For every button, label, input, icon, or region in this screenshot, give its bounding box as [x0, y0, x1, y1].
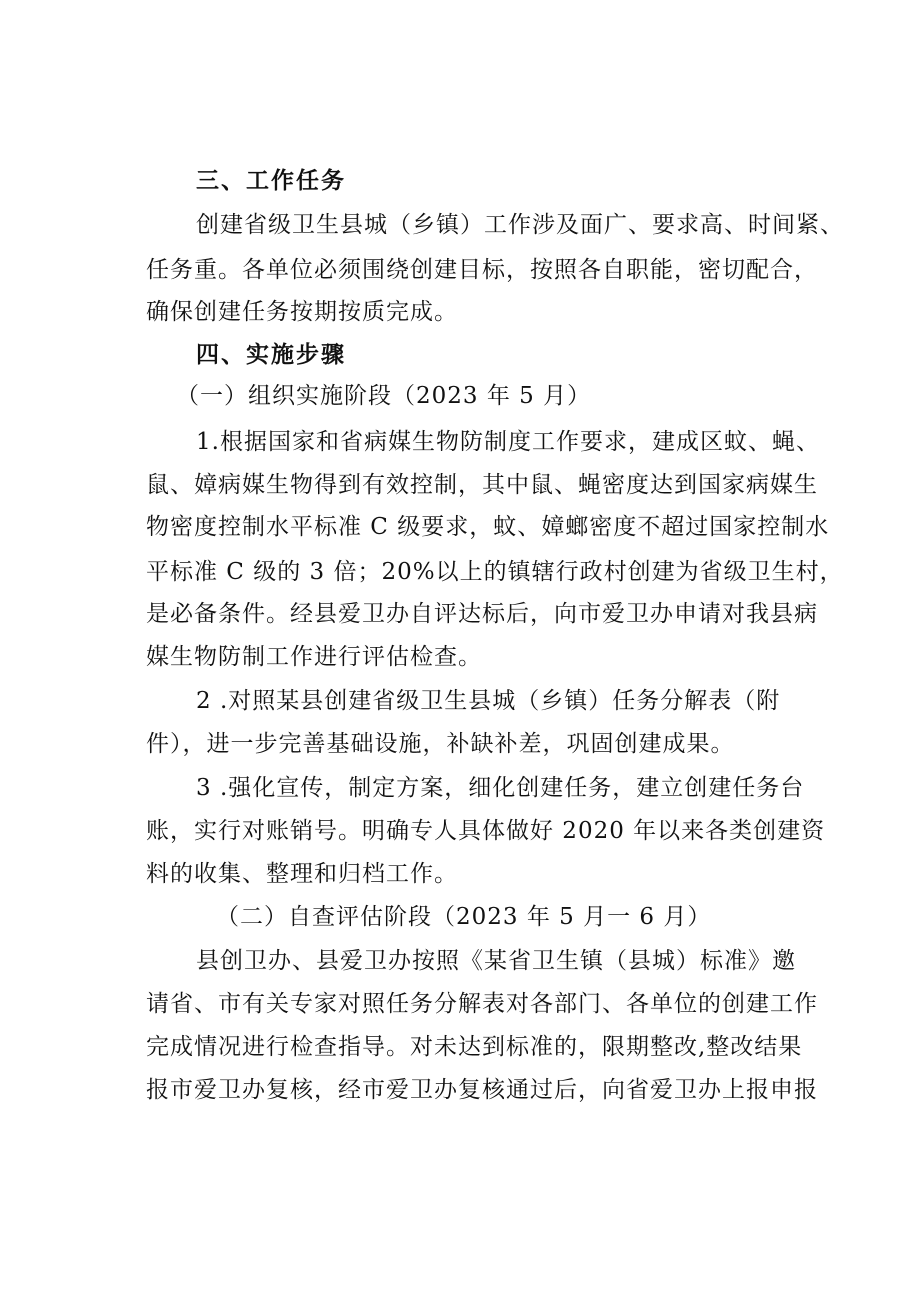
- paragraph-line: 鼠、嫜病媒生物得到有效控制，其中鼠、蝇密度达到国家病媒生: [146, 472, 818, 498]
- paragraph-line: 件），进一步完善基础设施，补缺补差，巩固创建成果。: [146, 731, 735, 757]
- paragraph-line: 请省、市有关专家对照任务分解表对各部门、各单位的创建工作: [146, 991, 818, 1017]
- paragraph-line: 媒生物防制工作进行评估检查。: [146, 644, 482, 670]
- paragraph-line: 创建省级卫生县城（乡镇）工作涉及面广、要求高、时间紧、: [196, 212, 844, 238]
- paragraph-line: 料的收集、整理和归档工作。: [146, 861, 458, 887]
- paragraph-line: 完成情况进行检查指导。对未达到标准的，限期整改,整改结果: [146, 1034, 803, 1060]
- paragraph-line: 任务重。各单位必须围绕创建目标，按照各自职能，密切配合，: [146, 257, 818, 283]
- paragraph-line: 是必备条件。经县爱卫办自评达标后，向市爱卫办申请对我县病: [146, 601, 818, 627]
- subsection-title-stage2: （二）自查评估阶段（2023 年 5 月一 6 月）: [216, 904, 712, 930]
- section-heading-implementation-steps: 四、实施步骤: [196, 342, 346, 368]
- paragraph-line: 1.根据国家和省病媒生物防制度工作要求，建成区蚊、蝇、: [196, 429, 820, 455]
- paragraph-line: 3 .强化宣传，制定方案，细化创建任务，建立创建任务台: [196, 775, 805, 801]
- subsection-title-stage1: （一）组织实施阶段（2023 年 5 月）: [176, 383, 592, 409]
- paragraph-line: 确保创建任务按期按质完成。: [146, 299, 458, 325]
- paragraph-line: 账，实行对账销号。明确专人具体做好 2020 年以来各类创建资: [146, 818, 826, 844]
- paragraph-line: 平标准 C 级的 3 倍；20%以上的镇辖行政村创建为省级卫生村，: [146, 559, 844, 585]
- section-heading-work-tasks: 三、工作任务: [196, 168, 346, 194]
- paragraph-line: 报市爱卫办复核，经市爱卫办复核通过后，向省爱卫办上报申报: [146, 1077, 818, 1103]
- paragraph-line: 县创卫办、县爱卫办按照《某省卫生镇（县城）标准》邀: [196, 948, 796, 974]
- paragraph-line: 物密度控制水平标准 C 级要求，蚊、嫜螂密度不超过国家控制水: [146, 514, 830, 540]
- paragraph-line: 2 .对照某县创建省级卫生县城（乡镇）任务分解表（附: [196, 688, 781, 714]
